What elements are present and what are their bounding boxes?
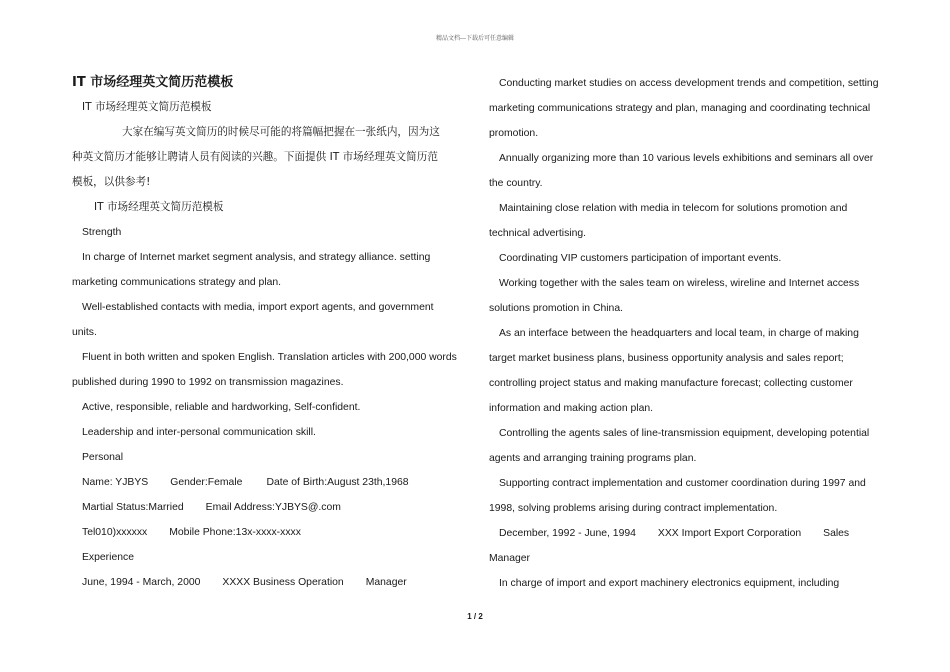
- section-heading-experience: Experience: [82, 552, 134, 563]
- intro-line: 大家在编写英文简历的时候尽可能的将篇幅把握在一张纸内，因为这: [122, 126, 440, 138]
- experience-line: marketing communications strategy and plan, managing and coordinating technical: [489, 103, 871, 114]
- job-title: Sales: [823, 528, 850, 539]
- name-field: Name: YJBYS: [82, 477, 149, 488]
- strength-line: marketing communications strategy and plan.: [72, 277, 282, 288]
- intro-line: 种英文简历才能够让聘请人员有阅读的兴趣。下面提供 IT 市场经理英文简历范: [72, 151, 438, 163]
- personal-line: [72, 520, 464, 545]
- experience-line: Working together with the sales team on wireless, wireline and Internet access: [499, 278, 860, 289]
- personal-line: [72, 495, 464, 520]
- experience-line: Annually organizing more than 10 various levels exhibitions and seminars all over: [499, 153, 874, 164]
- subtitle: IT 市场经理英文简历范模板: [94, 201, 224, 213]
- experience-line: 1998, solving problems arising during contract implementation.: [489, 503, 778, 514]
- marital-field: Martial Status:Married: [82, 502, 184, 513]
- strength-line: In charge of Internet market segment analysis, and strategy alliance. setting: [82, 252, 431, 263]
- job-dates: December, 1992 - June, 1994: [499, 528, 636, 539]
- intro-line: 模板，以供参考!: [72, 176, 151, 188]
- email-field: Email Address:YJBYS@.com: [205, 502, 341, 513]
- strength-line: units.: [72, 327, 97, 338]
- experience-line: As an interface between the headquarters and local team, in charge of making: [499, 328, 859, 339]
- subtitle: IT 市场经理英文简历范模板: [82, 101, 212, 113]
- strength-line: Well-established contacts with media, import export agents, and government: [82, 302, 434, 313]
- dob-field: Date of Birth:August 23th,1968: [266, 477, 409, 488]
- header-note: 精品文档---下载后可任意编辑: [435, 35, 515, 42]
- experience-line: the country.: [489, 178, 543, 189]
- strength-line: Fluent in both written and spoken English. Translation articles with 200,000 words: [82, 352, 457, 363]
- job-title: Manager: [365, 577, 407, 588]
- experience-line: Maintaining close relation with media in telecom for solutions promotion and: [499, 203, 848, 214]
- left-column: [72, 70, 464, 595]
- experience-line: target market business plans, business opportunity analysis and sales report;: [489, 353, 844, 364]
- document-title: IT 市场经理英文简历范模板: [72, 75, 234, 90]
- experience-line: technical advertising.: [489, 228, 587, 239]
- strength-line: Leadership and inter-personal communication skill.: [82, 427, 316, 438]
- job-company: XXX Import Export Corporation: [657, 528, 802, 539]
- experience-line: In charge of import and export machinery electronics equipment, including: [499, 578, 840, 589]
- experience-line: Coordinating VIP customers participation of important events.: [499, 253, 782, 264]
- experience-line: solutions promotion in China.: [489, 303, 623, 314]
- experience-line: Conducting market studies on access development trends and competition, setting: [499, 78, 879, 89]
- mobile-field: Mobile Phone:13x-xxxx-xxxx: [169, 527, 301, 538]
- job-heading: [489, 521, 879, 546]
- experience-line: controlling project status and making manufacture forecast; collecting customer: [489, 378, 853, 389]
- section-heading-strength: Strength: [82, 227, 122, 238]
- experience-line: information and making action plan.: [489, 403, 654, 414]
- page-number: 1 / 2: [467, 612, 483, 621]
- experience-line: promotion.: [489, 128, 539, 139]
- right-column: [489, 71, 879, 596]
- experience-line: agents and arranging training programs plan.: [489, 453, 697, 464]
- job-heading: [72, 570, 464, 595]
- strength-line: published during 1990 to 1992 on transmission magazines.: [72, 377, 344, 388]
- experience-line: Supporting contract implementation and customer coordination during 1997 and: [499, 478, 866, 489]
- tel-field: Tel010)xxxxxx: [82, 527, 148, 538]
- section-heading-personal: Personal: [82, 452, 124, 463]
- gender-field: Gender:Female: [170, 477, 243, 488]
- job-title-continued: Manager: [489, 553, 531, 564]
- experience-line: Controlling the agents sales of line-transmission equipment, developing potential: [499, 428, 870, 439]
- personal-line: [72, 470, 464, 495]
- job-company: XXXX Business Operation: [222, 577, 344, 588]
- job-dates: June, 1994 - March, 2000: [82, 577, 201, 588]
- strength-line: Active, responsible, reliable and hardworking, Self-confident.: [82, 402, 361, 413]
